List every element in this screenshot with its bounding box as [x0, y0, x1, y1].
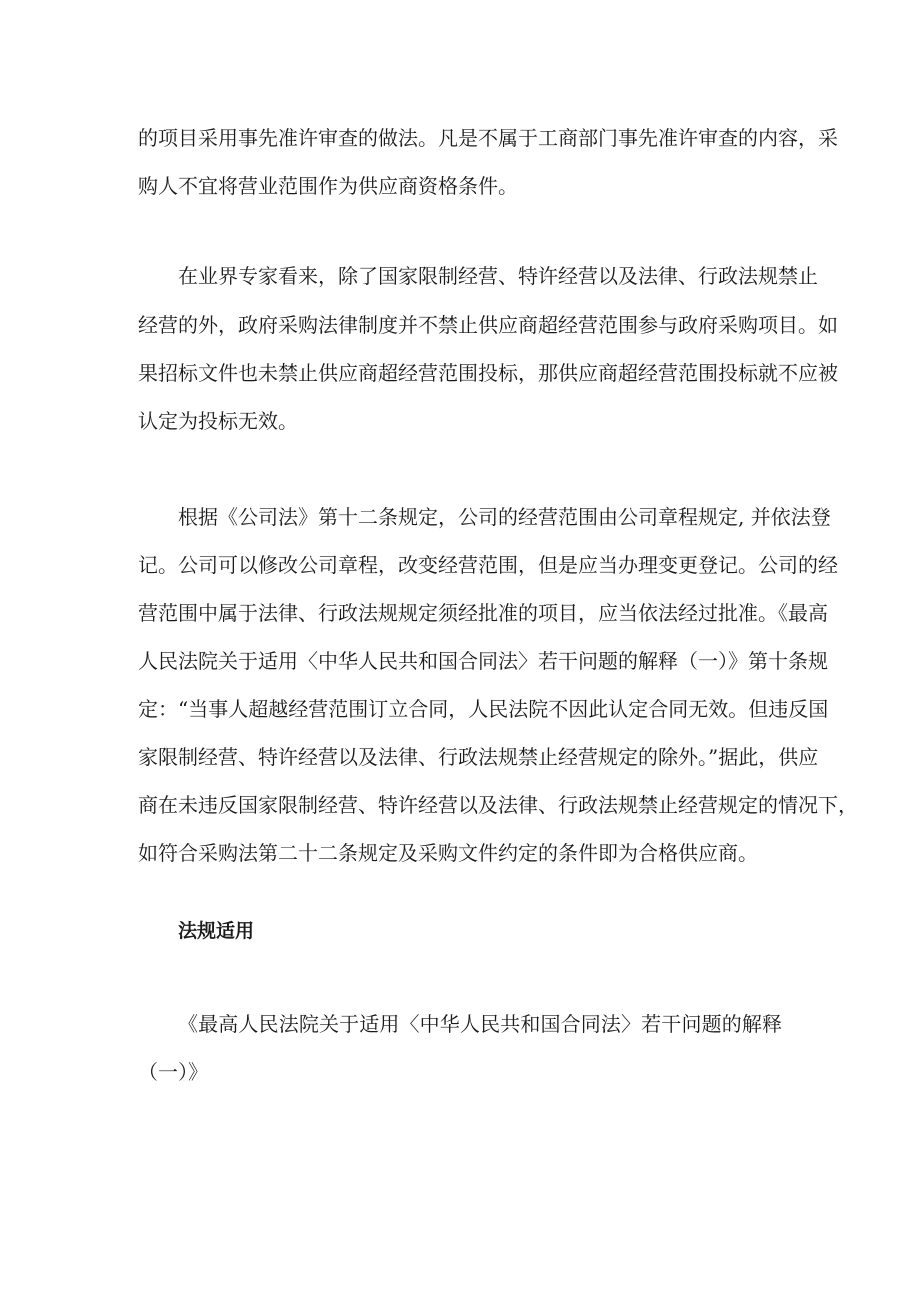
- paragraph-1-line-1: 的项目采用事先准许审查的做法。凡是不属于工商部门事先准许审查的内容，采: [138, 126, 838, 150]
- paragraph-3-line-8: 如符合采购法第二十二条规定及采购文件约定的条件即为合格供应商。: [138, 841, 758, 865]
- paragraph-2-line-2: 经营的外，政府采购法律制度并不禁止供应商超经营范围参与政府采购项目。如: [138, 313, 838, 337]
- section-heading: 法规适用: [178, 920, 255, 942]
- paragraph-3-line-4: 人民法院关于适用〈中华人民共和国合同法〉若干问题的解释（一）》第十条规: [138, 649, 828, 673]
- paragraph-1-line-2: 购人不宜将营业范围作为供应商资格条件。: [138, 174, 518, 198]
- paragraph-2-line-1: 在业界专家看来，除了国家限制经营、特许经营以及法律、行政法规禁止: [178, 264, 818, 288]
- paragraph-3-line-3: 营范围中属于法律、行政法规规定须经批准的项目，应当依法经过批准。《最高: [138, 601, 828, 625]
- paragraph-3-line-1: 根据《公司法》第十二条规定，公司的经营范围由公司章程规定, 并依法登: [178, 505, 831, 529]
- paragraph-3-line-7: 商在未违反国家限制经营、特许经营以及法律、行政法规禁止经营规定的情况下，: [138, 793, 858, 817]
- paragraph-3-line-2: 记。公司可以修改公司章程，改变经营范围，但是应当办理变更登记。公司的经: [138, 553, 838, 577]
- paragraph-3-line-6: 家限制经营、特许经营以及法律、行政法规禁止经营规定的除外。”据此，供应: [138, 745, 819, 769]
- citation-line-1: 《最高人民法院关于适用〈中华人民共和国合同法〉若干问题的解释: [178, 1012, 782, 1036]
- paragraph-3-line-5: 定：“当事人超越经营范围订立合同，人民法院不因此认定合同无效。但违反国: [138, 697, 829, 721]
- paragraph-2-line-3: 果招标文件也未禁止供应商超经营范围投标，那供应商超经营范围投标就不应被: [138, 361, 838, 385]
- paragraph-2-line-4: 认定为投标无效。: [138, 409, 298, 433]
- citation-line-2: （一）》: [138, 1060, 208, 1084]
